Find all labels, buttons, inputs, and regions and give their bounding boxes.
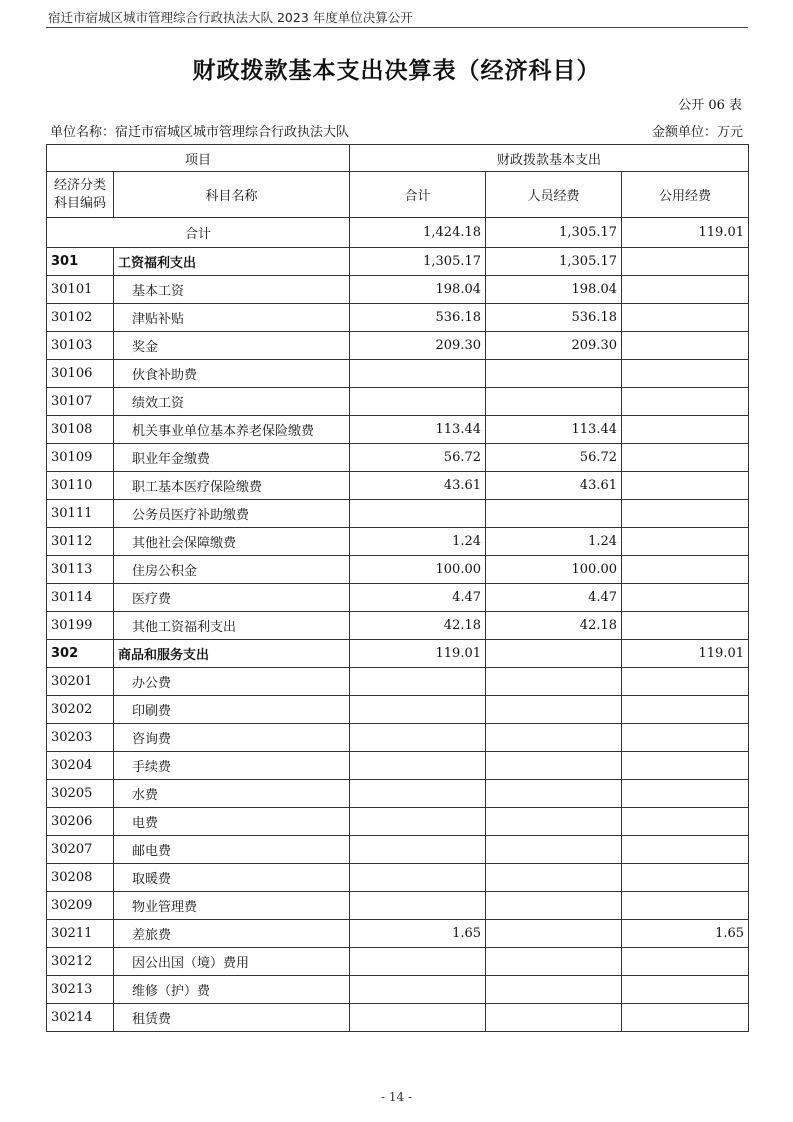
header-name: 科目名称 [114,172,350,218]
page-title: 财政拨款基本支出决算表（经济科目） [192,58,601,84]
row-public [622,332,749,360]
header-personnel: 人员经费 [486,172,622,218]
row-total: 1.24 [350,528,486,556]
table-row [47,780,749,808]
table-number: 公开 06 表 [678,98,742,113]
row-public [622,612,749,640]
row-name: 手续费 [114,752,350,780]
row-code: 30214 [47,1004,114,1032]
row-code: 302 [47,640,114,668]
row-total [350,1004,486,1032]
table-row [47,416,749,444]
row-name: 其他社会保障缴费 [114,528,350,556]
row-public [622,752,749,780]
row-personnel: 56.72 [486,444,622,472]
header-row-1 [47,145,749,172]
row-public [622,668,749,696]
row-personnel: 43.61 [486,472,622,500]
row-total [350,864,486,892]
row-name: 伙食补助费 [114,360,350,388]
row-name: 工资福利支出 [114,248,350,276]
row-public [622,892,749,920]
row-personnel: 1.24 [486,528,622,556]
row-code: 30110 [47,472,114,500]
table-row [47,640,749,668]
total-total: 1,424.18 [350,218,486,248]
row-total: 100.00 [350,556,486,584]
row-total [350,500,486,528]
table-row [47,668,749,696]
row-public [622,276,749,304]
table-row [47,836,749,864]
row-personnel [486,836,622,864]
row-total [350,360,486,388]
header-divider [46,27,748,28]
page-header: 宿迁市宿城区城市管理综合行政执法大队 2023 年度单位决算公开 [48,10,413,25]
row-code: 30109 [47,444,114,472]
table-row [47,724,749,752]
row-name: 物业管理费 [114,892,350,920]
total-label: 合计 [47,218,350,248]
table-row [47,976,749,1004]
header-public: 公用经费 [622,172,749,218]
row-code: 30205 [47,780,114,808]
row-code: 30213 [47,976,114,1004]
row-name: 因公出国（境）费用 [114,948,350,976]
table-row [47,584,749,612]
row-total [350,388,486,416]
row-code: 30108 [47,416,114,444]
table-row [47,248,749,276]
row-total: 198.04 [350,276,486,304]
row-public [622,500,749,528]
row-public [622,584,749,612]
row-personnel [486,892,622,920]
row-name: 咨询费 [114,724,350,752]
row-public [622,948,749,976]
row-code: 30106 [47,360,114,388]
table-row [47,276,749,304]
row-personnel [486,780,622,808]
row-personnel [486,808,622,836]
row-personnel [486,948,622,976]
amount-unit: 金额单位：万元 [651,125,743,140]
row-code: 30114 [47,584,114,612]
table-row [47,864,749,892]
row-name: 医疗费 [114,584,350,612]
row-name: 职业年金缴费 [114,444,350,472]
row-public [622,444,749,472]
table-row [47,556,749,584]
row-personnel [486,752,622,780]
row-public [622,780,749,808]
row-name: 奖金 [114,332,350,360]
row-name: 机关事业单位基本养老保险缴费 [114,416,350,444]
row-name: 住房公积金 [114,556,350,584]
table-row [47,920,749,948]
row-name: 取暖费 [114,864,350,892]
row-total [350,780,486,808]
table-row [47,332,749,360]
unit-name: 单位名称：宿迁市宿城区城市管理综合行政执法大队 [50,125,350,140]
row-total: 119.01 [350,640,486,668]
row-code: 30206 [47,808,114,836]
row-name: 绩效工资 [114,388,350,416]
row-personnel [486,696,622,724]
row-personnel [486,360,622,388]
row-total: 113.44 [350,416,486,444]
row-personnel [486,976,622,1004]
row-code: 30207 [47,836,114,864]
row-code: 30208 [47,864,114,892]
row-public [622,248,749,276]
row-total: 4.47 [350,584,486,612]
row-total: 43.61 [350,472,486,500]
row-public: 1.65 [622,920,749,948]
row-personnel [486,920,622,948]
row-name: 电费 [114,808,350,836]
row-name: 租赁费 [114,1004,350,1032]
row-name: 其他工资福利支出 [114,612,350,640]
row-total [350,724,486,752]
row-name: 职工基本医疗保险缴费 [114,472,350,500]
row-personnel [486,668,622,696]
header-row-2 [47,172,749,218]
table-row [47,388,749,416]
row-public [622,388,749,416]
header-project: 项目 [47,145,350,172]
row-public [622,556,749,584]
row-total [350,752,486,780]
row-personnel [486,724,622,752]
table-row [47,304,749,332]
row-total [350,976,486,1004]
row-total: 1.65 [350,920,486,948]
table-row [47,612,749,640]
row-total: 536.18 [350,304,486,332]
row-personnel: 100.00 [486,556,622,584]
table-row [47,444,749,472]
row-code: 30203 [47,724,114,752]
row-total: 209.30 [350,332,486,360]
row-total [350,836,486,864]
row-public [622,836,749,864]
table-row [47,696,749,724]
row-code: 30212 [47,948,114,976]
row-personnel: 42.18 [486,612,622,640]
row-public [622,976,749,1004]
row-code: 30101 [47,276,114,304]
table-row [47,360,749,388]
row-name: 津贴补贴 [114,304,350,332]
row-public [622,360,749,388]
row-code: 30211 [47,920,114,948]
row-personnel [486,500,622,528]
row-code: 30202 [47,696,114,724]
row-name: 公务员医疗补助缴费 [114,500,350,528]
row-personnel: 113.44 [486,416,622,444]
row-total [350,808,486,836]
row-personnel: 4.47 [486,584,622,612]
row-code: 30204 [47,752,114,780]
header-basic-expense: 财政拨款基本支出 [350,145,749,172]
row-code: 30199 [47,612,114,640]
row-code: 301 [47,248,114,276]
row-name: 办公费 [114,668,350,696]
table-row [47,528,749,556]
row-code: 30112 [47,528,114,556]
row-personnel [486,864,622,892]
row-total [350,668,486,696]
table-row [47,472,749,500]
row-personnel: 209.30 [486,332,622,360]
table-row [47,752,749,780]
row-name: 印刷费 [114,696,350,724]
table-row [47,892,749,920]
row-code: 30209 [47,892,114,920]
row-name: 商品和服务支出 [114,640,350,668]
total-personnel: 1,305.17 [486,218,622,248]
row-public [622,864,749,892]
row-personnel: 536.18 [486,304,622,332]
row-public [622,304,749,332]
row-public [622,724,749,752]
table-row [47,808,749,836]
row-name: 差旅费 [114,920,350,948]
row-public: 119.01 [622,640,749,668]
row-total: 1,305.17 [350,248,486,276]
row-public [622,472,749,500]
row-code: 30201 [47,668,114,696]
table-row [47,1004,749,1032]
row-personnel [486,1004,622,1032]
row-public [622,808,749,836]
row-total [350,892,486,920]
row-public [622,1004,749,1032]
row-personnel: 1,305.17 [486,248,622,276]
page-number: - 14 - [380,1090,412,1104]
row-code: 30102 [47,304,114,332]
header-total: 合计 [350,172,486,218]
table-row [47,948,749,976]
row-public [622,416,749,444]
row-name: 邮电费 [114,836,350,864]
row-code: 30113 [47,556,114,584]
total-row [47,218,749,248]
row-name: 维修（护）费 [114,976,350,1004]
row-public [622,696,749,724]
table-row [47,500,749,528]
row-personnel [486,640,622,668]
row-total: 56.72 [350,444,486,472]
total-public: 119.01 [622,218,749,248]
row-public [622,528,749,556]
row-code: 30107 [47,388,114,416]
row-code: 30111 [47,500,114,528]
row-name: 基本工资 [114,276,350,304]
expense-table [46,144,749,1032]
row-total [350,948,486,976]
row-name: 水费 [114,780,350,808]
row-code: 30103 [47,332,114,360]
row-personnel: 198.04 [486,276,622,304]
row-total [350,696,486,724]
row-personnel [486,388,622,416]
row-total: 42.18 [350,612,486,640]
header-code: 经济分类科目编码 [47,172,114,218]
